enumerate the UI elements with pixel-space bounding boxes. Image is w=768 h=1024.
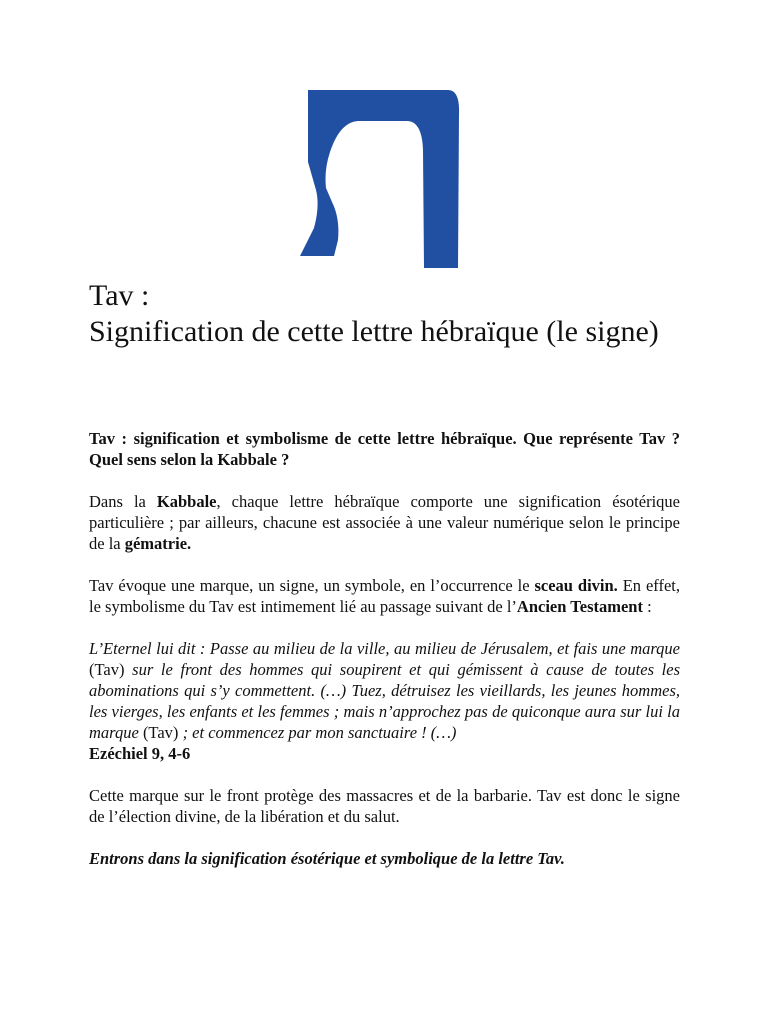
bold-term: Ancien Testament (516, 597, 643, 616)
text: En effet, le symbolisme du Tav est intimement lié au passage suivant de l’ (89, 576, 680, 616)
quote-text: sur le front des hommes qui soupirent et qui gémissent à cause de toutes les abominations qui s’y commettent. (…) Tuez, détruisez les vieillards, les jeunes hommes, les vierges, les enfants et les femmes ; mais n’approchez pas de quiconque aura sur lui la marque (89, 660, 680, 742)
quote-reference (89, 743, 680, 764)
reference-text: Ezéchiel 9, 4-6 (89, 744, 191, 763)
lead-paragraph: Tav : signification et symbolisme de cette lettre hébraïque. Que représente Tav ? Quel sens selon la Kabbale ? (89, 429, 680, 469)
paragraph-marque: Cette marque sur le front protège des massacres et de la barbarie. Tav est donc le signe de l’élection divine, de la libération et du salut. (89, 786, 680, 826)
hebrew-letter-tav-icon (300, 90, 460, 268)
bold-term: sceau divin. (534, 576, 618, 595)
bold-term: Kabbale (156, 492, 217, 511)
paragraph-kabbale (89, 491, 680, 554)
title-line-1: Tav : (89, 279, 150, 312)
bold-term: gématrie. (124, 534, 192, 553)
title-line-2: Signification de cette lettre hébraïque (le signe) (89, 315, 659, 348)
quote-text: ; et commencez par mon sanctuaire ! (…) (178, 723, 457, 742)
quote-text: L’Eternel lui dit : Passe au milieu de la ville, au milieu de Jérusalem, et fais une marque (89, 639, 680, 658)
text: : (642, 597, 652, 616)
text: Tav évoque une marque, un signe, un symbole, en l’occurrence le (89, 576, 535, 595)
text: Dans la (89, 492, 157, 511)
text: , chaque lettre hébraïque comporte une signification ésotérique particulière ; par ailleurs, chacune est associée à une valeur numérique selon le principe de la (89, 492, 680, 553)
quote-note: (Tav) (89, 660, 125, 679)
page-title (89, 278, 689, 350)
paragraph-sceau (89, 575, 680, 617)
article-body (89, 428, 680, 890)
scripture-quote (89, 638, 680, 743)
quote-note: (Tav) (142, 723, 179, 742)
closing-paragraph: Entrons dans la signification ésotérique et symbolique de la lettre Tav. (89, 849, 565, 868)
